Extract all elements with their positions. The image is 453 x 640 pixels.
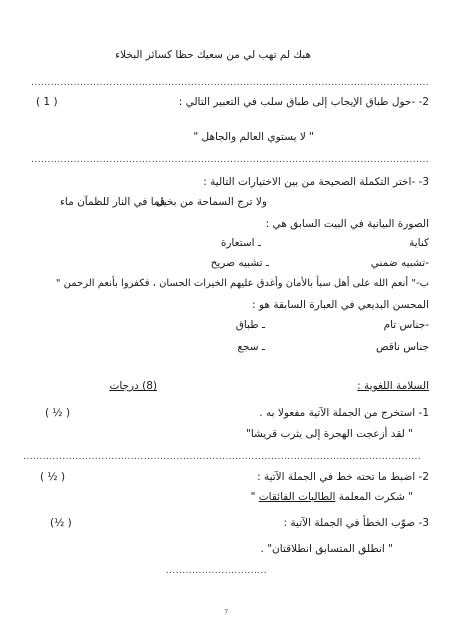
poem-line: هبك لم تهب لي من سعيك حظا كسائر البخلاء	[115, 49, 311, 61]
lq2-underlined-words: الطالبات الفائقات	[258, 491, 336, 503]
option-jinas-tam: -جناس تام	[383, 319, 429, 331]
page-number: 7	[224, 608, 229, 616]
section-language-score: (8) درجات	[109, 380, 157, 392]
answer-dots-1: ..........................................................................................................................	[31, 78, 429, 88]
answer-dots-lq3: ...............................	[165, 566, 267, 576]
option-tashbih-sarih: ـ تشبيه صريح	[210, 257, 269, 269]
lq2-sentence-post: "	[250, 491, 259, 503]
q2-quote: " لا يستوي العالم والجاهل "	[193, 131, 314, 143]
verse-second-half: فما في النار للظمآن ماء	[60, 196, 165, 208]
verse-first-half: ولا ترج السماحة من بخيل	[155, 196, 267, 208]
lq1-sentence: " لقد أزعجت الهجرة إلى يثرب قريشا"	[245, 428, 413, 440]
section-language-title: السلامة اللغوية :	[357, 380, 429, 392]
lq2-sentence	[251, 490, 413, 504]
option-tashbih-dimni: -تشبيه ضمني	[370, 257, 429, 269]
lq3-sentence: " انطلق المتسابق انطلاقتان" .	[260, 543, 393, 555]
lq2-instruction: 2- اضبط ما تحته خط في الجملة الآتية :	[257, 471, 429, 483]
option-jinas-naqis: جناس ناقص	[375, 341, 429, 353]
q2-points: ( 1 )	[36, 96, 58, 108]
q3b-statement: ب-" أنعم الله على أهل سبأ بالأمان وأغدق عليهم الخيرات الحسان ، فكفروا بأنعم الرحمن "	[55, 278, 429, 289]
option-tibaq: ـ طباق	[235, 319, 265, 331]
lq3-instruction: 3- صوّب الخطأ في الجملة الآتية :	[283, 517, 429, 529]
lq2-sentence-pre: " شكرت المعلمة	[335, 491, 413, 503]
lq2-points: ( ½ )	[40, 471, 66, 483]
q3-instruction: 3- -اختر التكملة الصحيحة من بين الاختيارات التالية :	[203, 176, 429, 188]
answer-dots-lq1: ..........................................................................................................................	[23, 452, 421, 462]
q2-antithesis-instruction: 2- -حول طباق الإيجاب إلى طباق سلب في التعبير التالي :	[178, 96, 429, 108]
option-istiara: ـ استعارة	[220, 237, 261, 249]
q3b-question: المحسن البديعي في العبارة السابقة هو :	[252, 299, 429, 311]
option-saja: ـ سجع	[237, 341, 265, 353]
lq1-points: ( ½ )	[45, 407, 71, 419]
lq3-points: (½ )	[50, 517, 72, 529]
lq1-instruction: 1- استخرج من الجملة الآتية مفعولا به .	[259, 407, 429, 419]
image-question: الصورة البيانية في البيت السابق هي :	[265, 218, 429, 230]
option-kinaya: كناية	[409, 237, 429, 249]
answer-dots-2: ..........................................................................................................................	[31, 155, 429, 165]
